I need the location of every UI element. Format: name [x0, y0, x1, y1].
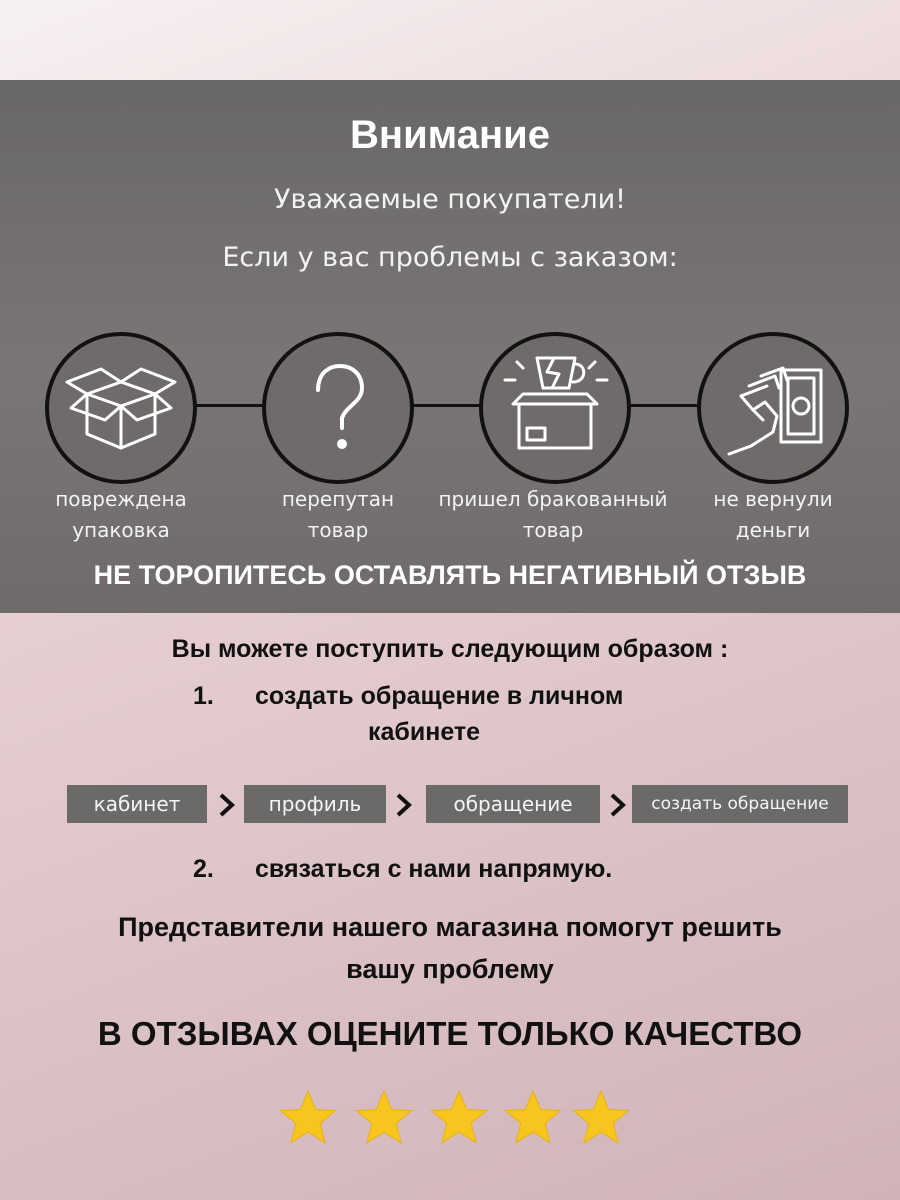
icons-connector-line: [120, 404, 780, 407]
star-icon: [277, 1088, 339, 1150]
issue-caption-line: пришел бракованный: [438, 487, 668, 511]
chevron-right-icon: [608, 792, 628, 818]
greeting-text: Уважаемые покупатели!: [274, 184, 626, 215]
representatives-text: [0, 906, 900, 990]
issue-circle-refund: [697, 332, 849, 484]
star-icon: [428, 1088, 490, 1150]
star-icon: [353, 1088, 415, 1150]
issue-circle-wrong-item: [262, 332, 414, 484]
issue-circle-packaging: [45, 332, 197, 484]
representatives-line: вашу проблему: [346, 954, 554, 984]
star-icon: [570, 1088, 632, 1150]
breadcrumb-cabinet: кабинет: [67, 785, 207, 823]
issue-caption-line: деньги: [735, 518, 811, 542]
issue-caption-line: повреждена: [55, 487, 187, 511]
problem-intro-text: Если у вас проблемы с заказом:: [222, 242, 678, 273]
step1-text: создать обращение в личном: [255, 682, 624, 710]
step-number: 2.: [193, 855, 214, 883]
broken-cup-box-icon: [483, 336, 627, 480]
chevron-right-icon: [217, 792, 237, 818]
page-title: Внимание: [350, 113, 550, 157]
issue-caption-line: упаковка: [72, 518, 170, 542]
breadcrumb-appeal: обращение: [426, 785, 600, 823]
issue-caption-wrong-item: [262, 484, 414, 546]
breadcrumb-profile: профиль: [244, 785, 386, 823]
chevron-right-icon: [394, 792, 414, 818]
issue-caption-refund: [690, 484, 856, 546]
damaged-box-icon: [49, 336, 193, 480]
issue-caption-line: перепутан: [281, 487, 395, 511]
issue-caption-line: товар: [307, 518, 369, 542]
step2-text: связаться с нами напрямую.: [255, 855, 613, 883]
issue-caption-line: не вернули: [713, 487, 833, 511]
warning-text: НЕ ТОРОПИТЕСЬ ОСТАВЛЯТЬ НЕГАТИВНЫЙ ОТЗЫВ: [93, 560, 807, 590]
breadcrumb-create-appeal: создать обращение: [632, 785, 848, 823]
step-number: 1.: [193, 682, 214, 710]
step1-text-continued: кабинете: [368, 718, 481, 746]
question-mark-icon: [266, 336, 410, 480]
instructions-intro: Вы можете поступить следующим образом :: [171, 635, 729, 663]
issue-circle-defective: [479, 332, 631, 484]
issue-caption-line: товар: [522, 518, 584, 542]
star-icon: [502, 1088, 564, 1150]
rate-quality-text: В ОТЗЫВАХ ОЦЕНИТЕ ТОЛЬКО КАЧЕСТВО: [97, 1015, 803, 1052]
money-hand-icon: [701, 336, 845, 480]
issue-caption-packaging: [30, 484, 212, 546]
representatives-line: Представители нашего магазина помогут решить: [118, 912, 782, 942]
issue-caption-defective: [425, 484, 681, 546]
